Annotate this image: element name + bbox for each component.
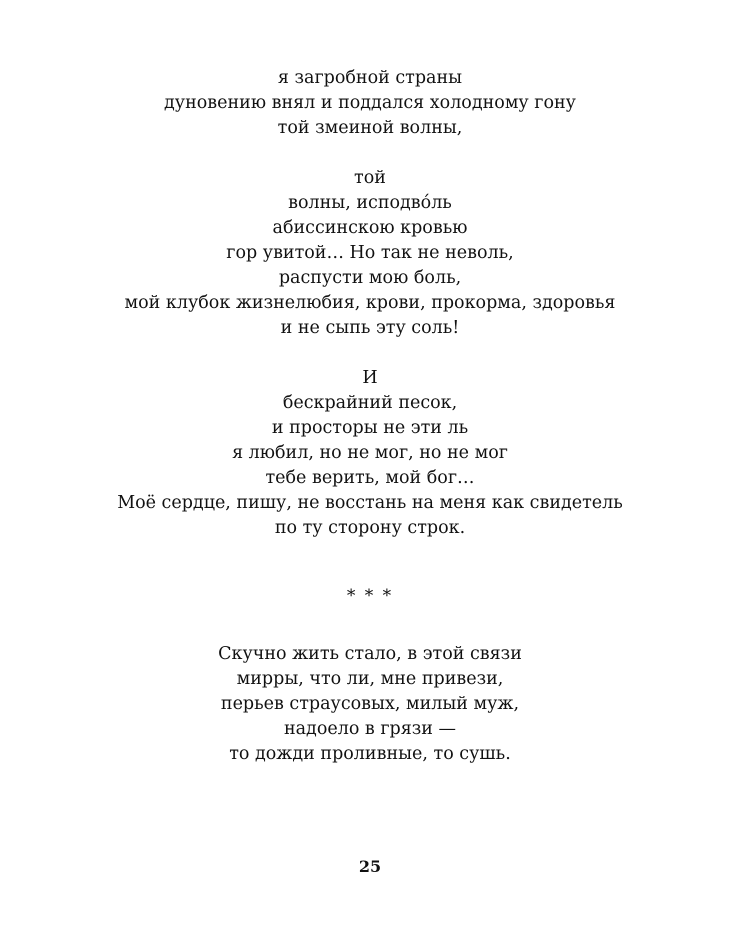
page-number: 25 [358,857,382,876]
poem-line: перьев страусовых, милый муж, [220,694,520,714]
poem-line: Скучно жить стало, в этой связи [218,644,522,664]
poem-line: я любил, но не мог, но не мог [232,443,508,463]
poem-line: Моё сердце, пишу, не восстань на меня как свидетель [117,493,623,513]
poem-line: распусти мою боль, [278,268,462,288]
poem-line: надоело в грязи — [283,719,457,739]
poem-line: мой клубок жизнелюбия, крови, прокорма, здоровья [124,293,616,313]
poem-line: то дожди проливные, то сушь. [229,744,511,764]
poem-line: я загробной страны [277,68,463,88]
poem-line: гор увитой… Но так не неволь, [226,243,514,263]
poem-line: мирры, что ли, мне привези, [236,669,504,689]
poem-line: и не сыпь эту соль! [280,318,460,338]
stanza-4 [0,642,730,767]
poem-line: той змеиной волны, [277,118,463,138]
stanza-1 [0,66,730,141]
poem-part-one [0,66,730,541]
poem-line: бескрайний песок, [282,393,458,413]
section-separator: * * * [346,586,394,606]
poem-line: абиссинскою кровью [272,218,468,238]
poem-line: волны, исподво́ль [288,193,452,213]
stanza-2 [0,166,730,341]
poem-line: И [362,368,378,388]
poem-line: той [354,168,386,188]
poem-line: тебе верить, мой бог… [265,468,475,488]
poem-line: по ту сторону строк. [274,518,466,538]
stanza-3 [0,366,730,541]
poem-line: и просторы не эти ль [271,418,469,438]
poem-part-two [0,642,730,767]
poem-line: дуновению внял и поддался холодному гону [164,93,576,113]
